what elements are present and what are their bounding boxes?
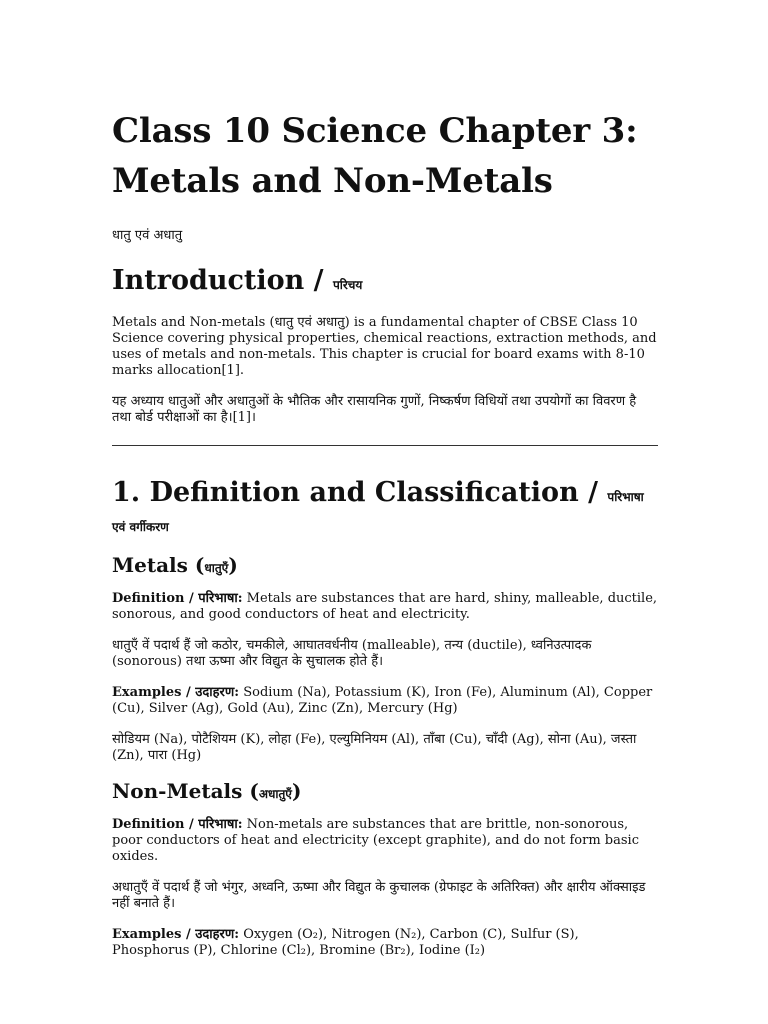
section-divider [112,445,658,446]
metals-examples-hindi: सोडियम (Na), पोटैशियम (K), लोहा (Fe), एल्युमिनियम (Al), ताँबा (Cu), चाँदी (Ag), सोना (Au), जस्ता (Zn), पारा (Hg) [112,732,637,763]
nonmetals-heading-hindi: अधातुएँ [258,787,292,801]
page-title: Class 10 Science Chapter 3: Metals and Non-Metals [112,111,638,201]
metals-definition-label: Definition / परिभाषा: [112,591,243,606]
nonmetals-heading-text: Non-Metals ( [112,779,259,803]
metals-examples [112,685,658,717]
metals-heading-close: ) [228,553,238,577]
nonmetals-heading [112,778,658,807]
nonmetals-definition-text: Non-metals are substances that are brittle, non-sonorous, poor conductors of heat and electricity (except graphite), and do not form basic oxides. [112,817,639,864]
nonmetals-heading-close: ) [291,779,302,803]
metals-definition-hindi: धातुएँ वें पदार्थ हैं जो कठोर, चमकीले, आघातवर्धनीय (malleable), तन्य (ductile), ध्वनिउत्पादक (sonorous) तथा ऊष्मा और विद्युत के सुचालक होते हैं। [112,638,592,669]
section-1-heading-hindi: परिभाषा एवं वर्गीकरण [112,490,644,534]
metals-examples-text: Sodium (Na), Potassium (K), Iron (Fe), Aluminum (Al), Copper (Cu), Silver (Ag), Gold (Au), Zinc (Zn), Mercury (Hg) [112,685,653,716]
introduction-heading-text: Introduction / [112,265,333,296]
introduction-paragraph-english: Metals and Non-metals (धातु एवं अधातु) is a fundamental chapter of CBSE Class 10 Science covering physical properties, chemical reactions, extraction methods, and uses of metals and non-metals. This chapter is crucial for board exams with 8-10 marks allocation[1]. [112,315,657,378]
metals-definition-text: Metals are substances that are hard, shiny, malleable, ductile, sonorous, and good conductors of heat and electricity. [112,591,658,622]
page-subtitle-hindi: धातु एवं अधातु [112,228,183,243]
nonmetals-definition [112,817,658,865]
nonmetals-definition-hindi: अधातुएँ वें पदार्थ हैं जो भंगुर, अध्वनि, ऊष्मा और विद्युत के कुचालक (ग्रेफाइट के अतिरिक्त) और क्षारीय ऑक्साइड नहीं बनाते हैं। [112,880,646,911]
metals-heading-hindi: धातुएँ [204,561,229,575]
introduction-paragraph-hindi: यह अध्याय धातुओं और अधातुओं के भौतिक और रासायनिक गुणों, निष्कर्षण विधियों तथा उपयोगों का विवरण है तथा बोर्ड परीक्षाओं का है।[1]। [112,394,637,425]
nonmetals-definition-label: Definition / परिभाषा: [112,817,243,832]
introduction-heading-hindi: परिचय [332,278,363,292]
metals-heading-text: Metals ( [112,553,205,577]
metals-definition [112,591,658,623]
nonmetals-examples-label: Examples / उदाहरण: [112,927,240,942]
metals-examples-label: Examples / उदाहरण: [112,685,240,700]
introduction-heading [112,265,658,301]
metals-heading [112,552,658,581]
document-content [112,106,658,959]
section-1-heading-text: 1. Definition and Classification / [112,477,608,508]
nonmetals-examples [112,927,658,959]
nonmetals-examples-text: Oxygen (O₂), Nitrogen (N₂), Carbon (C), Sulfur (S), Phosphorus (P), Chlorine (Cl₂), Bromine (Br₂), Iodine (I₂) [112,927,579,958]
section-1-heading [112,478,658,538]
